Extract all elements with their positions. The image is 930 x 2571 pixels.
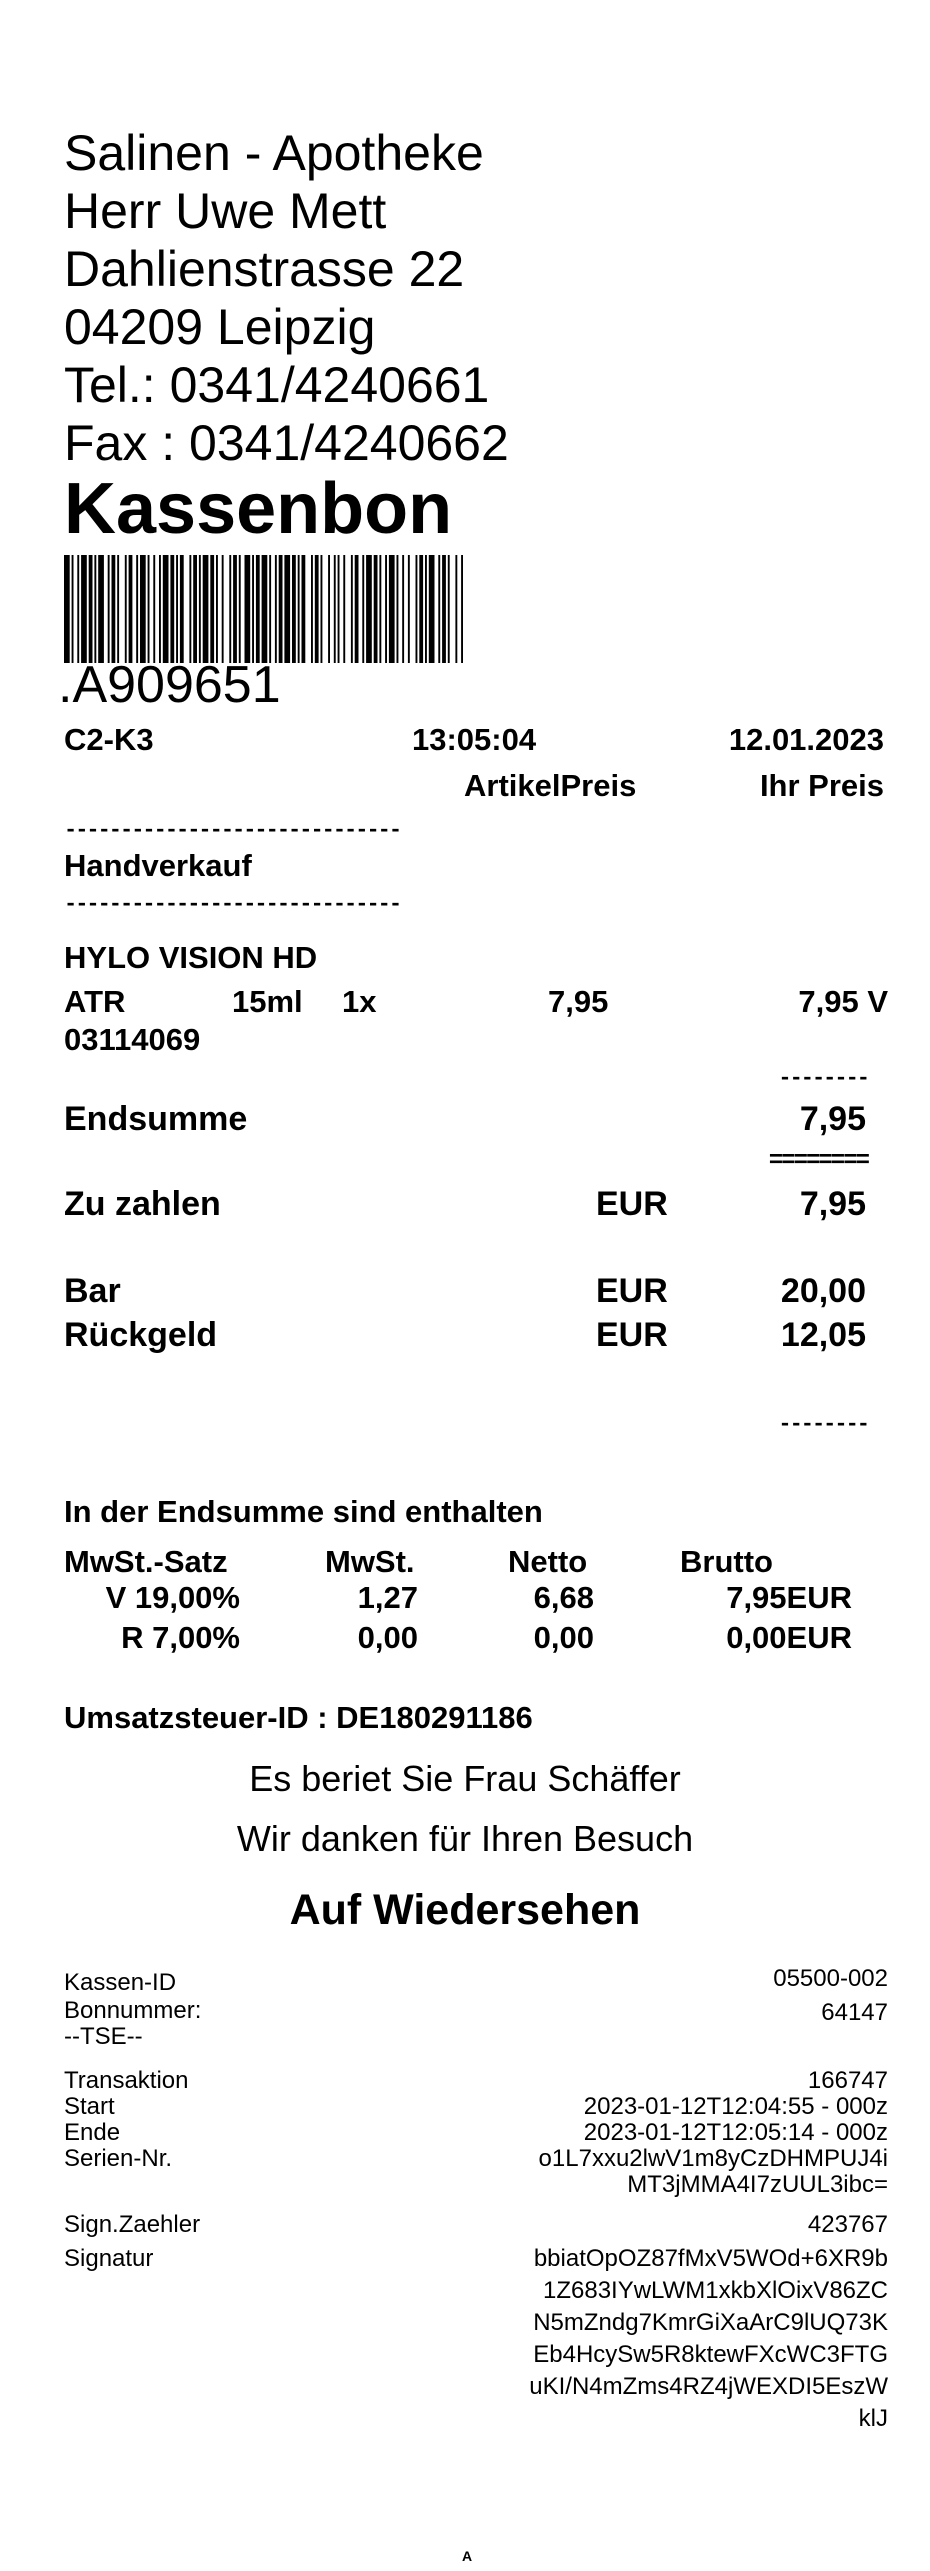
total-value: 7,95 <box>799 1100 866 1138</box>
signature-line: klJ <box>858 2405 888 2432</box>
barcode-bar <box>419 555 423 663</box>
end-value: 2023-01-12T12:05:14 - 000z <box>583 2119 888 2146</box>
cash-label: Bar <box>64 1272 121 1310</box>
barcode-bar <box>72 555 74 663</box>
barcode-bar <box>140 555 146 663</box>
barcode-bar <box>425 555 427 663</box>
barcode-bar <box>408 555 410 663</box>
barcode-bar <box>284 555 290 663</box>
bon-number-label: Bonnummer: <box>64 1997 202 2024</box>
vat-id: Umsatzsteuer-ID : DE180291186 <box>64 1700 533 1735</box>
barcode-bar <box>461 555 463 663</box>
receipt-title: Kassenbon <box>64 469 453 549</box>
item-unit-price: 7,95 <box>548 984 609 1019</box>
tax-header-vat: MwSt. <box>325 1544 415 1579</box>
barcode-bar <box>402 555 404 663</box>
barcode-bar <box>136 555 138 663</box>
barcode-bar <box>338 555 340 663</box>
goodbye-line: Auf Wiedersehen <box>289 1886 641 1934</box>
barcode-bar <box>279 555 283 663</box>
barcode-bar <box>442 555 446 663</box>
barcode-bar <box>269 555 271 663</box>
barcode-bar <box>245 555 251 663</box>
tax-heading: In der Endsumme sind enthalten <box>64 1494 543 1529</box>
cash-value: 20,00 <box>780 1272 866 1310</box>
currency-label: EUR <box>596 1185 668 1223</box>
double-separator: ======== <box>768 1148 868 1175</box>
barcode-bar <box>189 555 191 663</box>
barcode-bar <box>315 555 319 663</box>
tax-rate-r: R 7,00% <box>121 1620 240 1655</box>
barcode-bar <box>180 555 184 663</box>
barcode-bar <box>355 555 359 663</box>
kassen-id-label: Kassen-ID <box>64 1969 177 1996</box>
signature-label: Signatur <box>64 2245 154 2272</box>
barcode-bar <box>216 555 218 663</box>
tax-header-net: Netto <box>508 1544 588 1579</box>
phone-number: Tel.: 0341/4240661 <box>64 357 490 413</box>
tax-gross-v: 7,95EUR <box>726 1580 852 1615</box>
kassen-id-value: 05500-002 <box>773 1965 888 1992</box>
barcode-bar <box>397 555 399 663</box>
advisor-line: Es beriet Sie Frau Schäffer <box>249 1758 681 1799</box>
barcode-bar <box>389 555 395 663</box>
currency-label: EUR <box>596 1316 668 1354</box>
barcode-bar <box>112 555 116 663</box>
barcode-bar <box>108 555 110 663</box>
pharmacy-name: Salinen - Apotheke <box>64 125 484 181</box>
counter-label: Sign.Zaehler <box>64 2211 201 2238</box>
barcode-bar <box>343 555 345 663</box>
total-label: Endsumme <box>64 1100 248 1138</box>
barcode-bar <box>222 555 224 663</box>
barcode-bar <box>229 555 231 663</box>
barcode-bar <box>163 555 169 663</box>
serial-label: Serien-Nr. <box>64 2145 173 2172</box>
signature-line: N5mZndg7KmrGiXaArC9lUQ73K <box>533 2309 888 2336</box>
tax-net-r: 0,00 <box>533 1620 594 1655</box>
thanks-line: Wir danken für Ihren Besuch <box>236 1818 694 1859</box>
barcode-bar <box>275 555 277 663</box>
separator-line: -------- <box>778 1066 868 1091</box>
item-price: 7,95 V <box>798 984 888 1019</box>
barcode-bar <box>311 555 313 663</box>
signature-line: bbiatOpOZ87fMxV5WOd+6XR9b <box>533 2245 888 2272</box>
street-address: Dahlienstrasse 22 <box>64 241 465 297</box>
barcode-bar <box>81 555 87 663</box>
barcode-bar <box>416 555 418 663</box>
barcode-bar <box>256 555 260 663</box>
tax-rate-v: V 19,00% <box>105 1580 240 1615</box>
city-address: 04209 Leipzig <box>64 299 376 355</box>
separator-line: ------------------------------ <box>64 892 401 917</box>
barcode-bar <box>203 555 209 663</box>
currency-label: EUR <box>596 1272 668 1310</box>
tax-vat-r: 0,00 <box>357 1620 418 1655</box>
barcode-bar <box>351 555 353 663</box>
serial-line: MT3jMMA4I7zUUL3ibc= <box>627 2171 888 2198</box>
barcode-bar <box>379 555 381 663</box>
barcode-bar <box>252 555 254 663</box>
barcode-bar <box>233 555 237 663</box>
owner-name: Herr Uwe Mett <box>64 183 387 239</box>
barcode-bar <box>362 555 364 663</box>
start-value: 2023-01-12T12:04:55 - 000z <box>583 2093 888 2120</box>
barcode-bar <box>77 555 79 663</box>
barcode-bar <box>455 555 457 663</box>
serial-line: o1L7xxu2lwV1m8yCzDHMPUJ4i <box>538 2145 888 2172</box>
barcode-bar <box>302 555 306 663</box>
barcode-bar <box>366 555 372 663</box>
section-label: Handverkauf <box>64 848 252 883</box>
tax-vat-v: 1,27 <box>357 1580 418 1615</box>
barcode-bar <box>199 555 201 663</box>
separator-line: ------------------------------ <box>64 818 401 843</box>
barcode-bar <box>170 555 174 663</box>
barcode-bar <box>148 555 150 663</box>
barcode-bar <box>94 555 96 663</box>
signature-line: uKI/N4mZms4RZ4jWEXDI5EszW <box>529 2373 888 2400</box>
barcode-bar <box>98 555 104 663</box>
barcode-bar <box>448 555 450 663</box>
barcode-bar <box>64 555 70 663</box>
barcode-bar <box>321 555 323 663</box>
column-article-price: ArtikelPreis <box>464 768 637 803</box>
change-value: 12,05 <box>780 1316 866 1354</box>
barcode-bar <box>262 555 268 663</box>
receipt-date: 12.01.2023 <box>728 722 884 757</box>
barcode-bar <box>193 555 197 663</box>
amount-due-value: 7,95 <box>799 1185 866 1223</box>
barcode-bar <box>89 555 93 663</box>
signature-line: Eb4HcySw5R8ktewFXcWC3FTG <box>533 2341 888 2368</box>
barcode-bar <box>334 555 336 663</box>
barcode-bar <box>176 555 178 663</box>
bon-number-value: 64147 <box>821 1999 888 2026</box>
fax-number: Fax : 0341/4240662 <box>64 415 509 471</box>
register-id: C2-K3 <box>64 722 154 757</box>
barcode-bar <box>117 555 119 663</box>
tse-label: --TSE-- <box>64 2023 143 2050</box>
start-label: Start <box>64 2093 115 2120</box>
barcode-bar <box>429 555 435 663</box>
barcode-bar <box>328 555 330 663</box>
item-code: 03114069 <box>64 1022 201 1057</box>
signature-line: 1Z683IYwLWM1xkbXlOixV86ZC <box>543 2277 888 2304</box>
end-label: Ende <box>64 2119 121 2146</box>
separator-line: -------- <box>778 1412 868 1437</box>
transaction-label: Transaktion <box>64 2067 189 2094</box>
column-your-price: Ihr Preis <box>759 768 884 803</box>
tax-gross-r: 0,00EUR <box>726 1620 852 1655</box>
receipt-time: 13:05:04 <box>412 722 537 757</box>
change-label: Rückgeld <box>64 1316 218 1354</box>
tax-net-v: 6,68 <box>533 1580 594 1615</box>
barcode-bar <box>153 555 155 663</box>
item-form: ATR <box>64 984 126 1019</box>
amount-due-label: Zu zahlen <box>64 1185 221 1223</box>
barcode-bar <box>438 555 440 663</box>
barcode-bar <box>125 555 127 663</box>
footer-mark: A <box>462 2548 473 2564</box>
item-quantity: 1x <box>342 984 377 1019</box>
barcode-bar <box>210 555 214 663</box>
item-size: 15ml <box>232 984 303 1019</box>
barcode-bar <box>129 555 133 663</box>
barcode-bar <box>159 555 161 663</box>
barcode-image <box>64 555 574 663</box>
barcode-number: .A909651 <box>58 656 281 714</box>
barcode-bar <box>292 555 296 663</box>
tax-header-gross: Brutto <box>680 1544 773 1579</box>
barcode-bar <box>374 555 378 663</box>
counter-value: 423767 <box>807 2211 888 2238</box>
barcode-bar <box>385 555 387 663</box>
item-name: HYLO VISION HD <box>64 940 318 975</box>
tax-header-rate: MwSt.-Satz <box>64 1544 228 1579</box>
barcode-bar <box>239 555 241 663</box>
transaction-value: 166747 <box>807 2067 888 2094</box>
barcode-bar <box>298 555 300 663</box>
